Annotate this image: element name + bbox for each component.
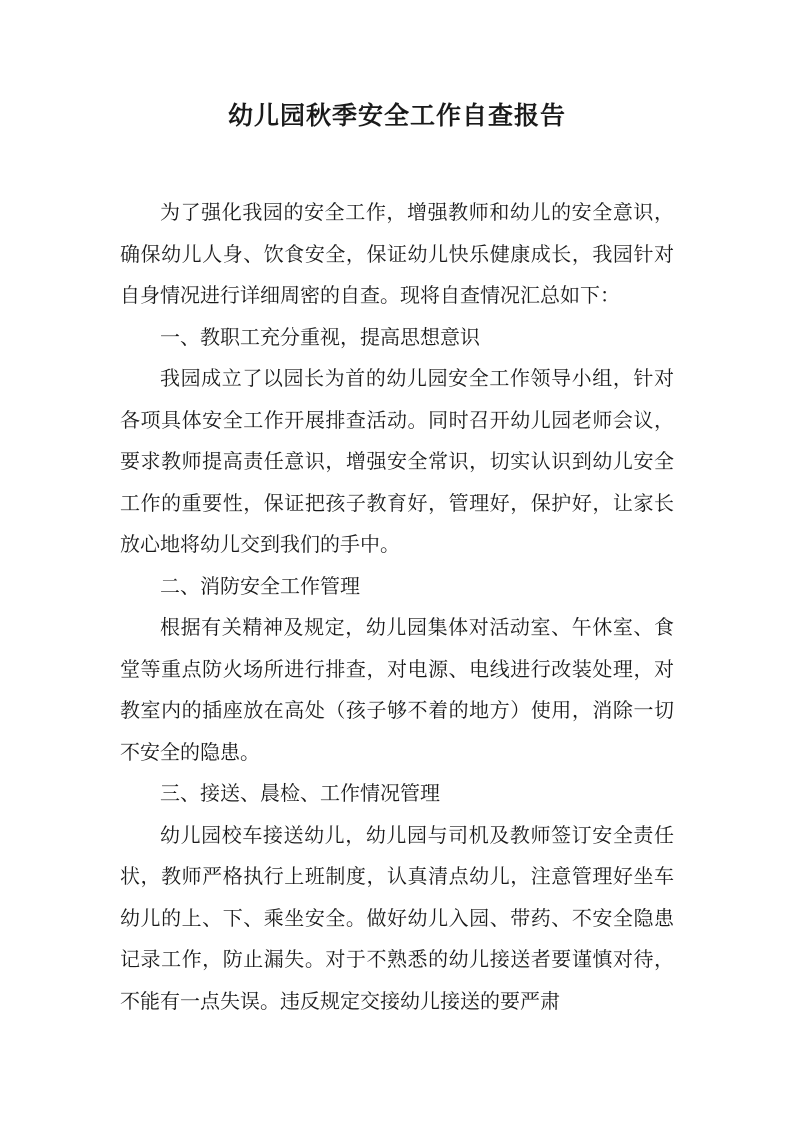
section-paragraph-2: 根据有关精神及规定，幼儿园集体对活动室、午休室、食堂等重点防火场所进行排查，对电源、电线进行改装处理，对教室内的插座放在高处（孩子够不着的地方）使用，消除一切不安全的隐患。 [120, 615, 674, 764]
section-paragraph-1: 我园成立了以园长为首的幼儿园安全工作领导小组，针对各项具体安全工作开展排查活动。同时召开幼儿园老师会议，要求教师提高责任意识，增强安全常识，切实认识到幼儿安全工作的重要性，保证把孩子教育好，管理好，保护好，让家长放心地将幼儿交到我们的手中。 [120, 366, 674, 556]
section-paragraph-3: 幼儿园校车接送幼儿，幼儿园与司机及教师签订安全责任状，教师严格执行上班制度，认真清点幼儿，注意管理好坐车幼儿的上、下、乘坐安全。做好幼儿入园、带药、不安全隐患记录工作，防止漏失。对于不熟悉的幼儿接送者要谨慎对待，不能有一点失误。违反规定交接幼儿接送的要严肃 [120, 822, 674, 1013]
section-heading-2: 二、消防安全工作管理 [160, 573, 360, 598]
intro-paragraph: 为了强化我园的安全工作，增强教师和幼儿的安全意识，确保幼儿人身、饮食安全，保证幼儿快乐健康成长，我园针对自身情况进行详细周密的自查。现将自查情况汇总如下： [120, 200, 674, 307]
document-body [120, 192, 674, 1022]
section-heading-1: 一、教职工充分重视，提高思想意识 [160, 324, 480, 349]
document-title: 幼儿园秋季安全工作自查报告 [227, 101, 566, 130]
section-heading-3: 三、接送、晨检、工作情况管理 [160, 781, 440, 805]
